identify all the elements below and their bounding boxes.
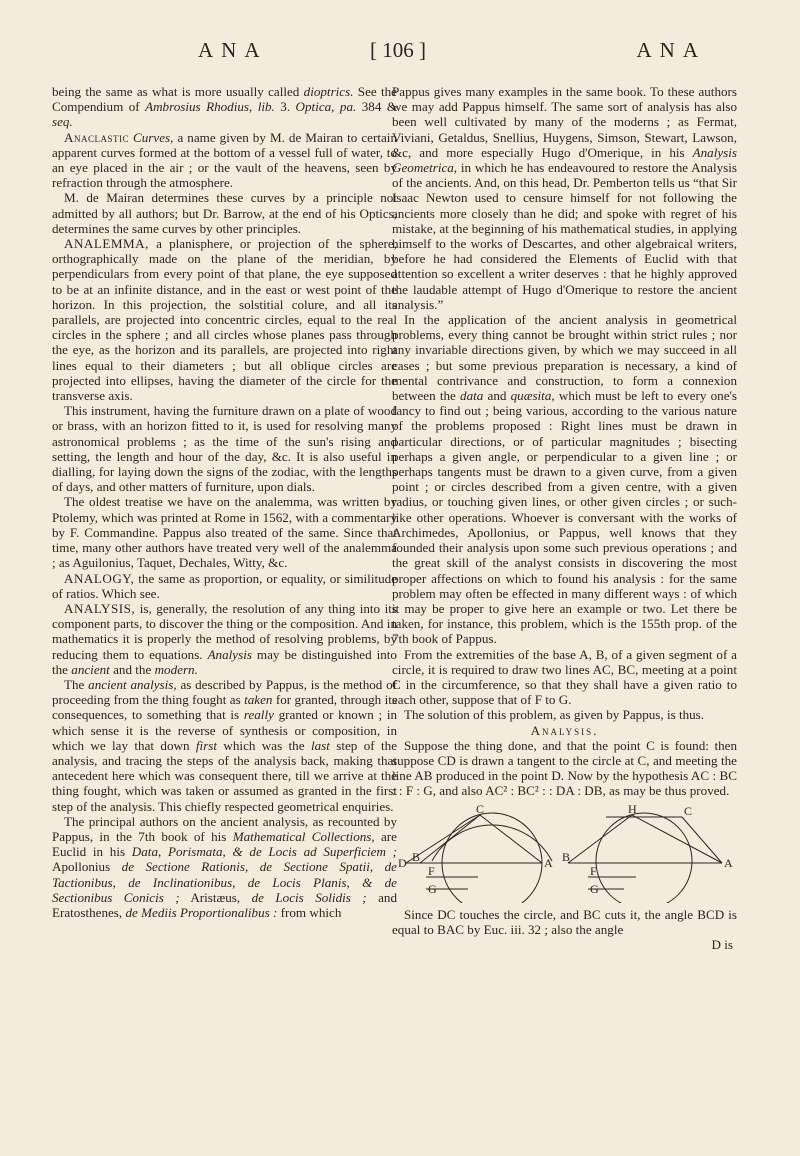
label-c-right: C — [684, 803, 693, 818]
label-g: G — [428, 881, 437, 896]
paragraph-oldest: The oldest treatise we have on the analemma, was written by Ptolemy, which was printed at Rome in 1562, with a commentary by F. Commandine. Pappus also treated of the same. Since that time, many other authors have treated very well of the analemma ; as Aguilonius, Taquet, Dechales, Witty, &c. — [52, 494, 397, 571]
line-ca — [682, 817, 722, 863]
line-bc — [420, 815, 480, 863]
page-number: [ 106 ] — [370, 38, 426, 62]
label-a: A — [544, 855, 553, 870]
label-d: D — [398, 855, 407, 870]
arc-left — [432, 825, 552, 861]
figure-right — [562, 803, 733, 903]
geometric-diagram — [392, 803, 737, 903]
entry-heading: ANALOGY, — [64, 570, 135, 586]
label-c: C — [476, 802, 485, 816]
line-ha — [632, 815, 722, 863]
running-head-right: ANA — [636, 38, 706, 62]
paragraph-ancient-analysis: The ancient analysis, as described by Pappus, is the method of proceeding from the thing fought as taken for granted, through its consequences, to something that is really granted or known ; in which sense it is the reverse of synthesis or composition, in which we lay that down first which was the last step of the analysis, and tracing the steps of the analysis back, making that antecedent here which was consequent there, till we arrive at the thing fought, which was taken or assumed as granted in the first step of the analysis. This chiefly respected geometrical enquiries. — [52, 676, 398, 814]
paragraph-solution: The solution of this problem, as given by Pappus, is thus. — [404, 707, 705, 723]
running-head-left: ANA — [198, 38, 268, 62]
paragraph-pappus: Pappus gives many examples in the same book. To these authors we may add Pappus himself. The same sort of analysis has also been well cultivated by many of the moderns ; as Fermat, Viviani, Getaldus, Snellius, Huygens, Simson, Stewart, Lawson, &c, and more especially Hugo d'Omerique, in his Analysis Geometrica, in which he has endeavoured to restore the Analysis of the ancients. And, on this head, Dr. Pemberton tells us “that Sir Isaac Newton used to censure himself for not following the ancients more closely than he did; and spoke with regret of his mistake, at the beginning of his mathematical studies, in applying himself to the works of Descartes, and other algebraical writers, before he had considered the Elements of Euclid with that attention so excellent a writer deserves : that he highly approved the laudable attempt of Hugo d'Omerique to restore the ancient analysis.” — [392, 84, 737, 312]
paragraph-since: Since DC touches the circle, and BC cuts it, the angle BCD is equal to BAC by Euc. iii. 32 ; also the angle — [392, 906, 737, 937]
label-f-right: F — [590, 863, 597, 878]
figure-left — [398, 803, 553, 903]
running-head — [60, 38, 740, 68]
catchword: D is — [711, 936, 733, 952]
entry-heading: ANALYSIS, — [64, 600, 136, 616]
label-b-right: B — [562, 849, 571, 864]
entry-heading: Anaclastic — [64, 129, 129, 145]
label-a-right: A — [724, 855, 733, 870]
paragraph-problem: From the extremities of the base A, B, of a given segment of a circle, it is required to draw two lines AC, BC, meeting at a point C in the circumference, so that they shall have a given ratio to each other, suppose that of F to G. — [392, 646, 737, 708]
entry-heading: ANALEMMA, — [64, 236, 149, 252]
paragraph-application: In the application of the ancient analysis in geometrical problems, every thing cannot be brought within strict rules ; nor any invariable directions given, by which we may succeed in all cases ; but some previous preparation is necessary, a kind of mental contrivance and construction, to form a connexion between the data and quæsita, which must be left to every one's fancy to find out ; being various, according to the various nature of the problems proposed : Right lines must be drawn in particular directions, or of particular magnitudes ; bisecting perhaps a given angle, or perpendicular to a given line ; or perhaps tangents must be drawn to a given curve, from a given point ; or circles described from a given centre, with a given radius, or touching given lines, or other given circles ; or such-like other operations. Whoever is conversant with the works of Archimedes, Apollonius, or Pappus, well knows that they founded their analysis upon some such previous operations ; and the great skill of the analyst consists in discovering the most proper affections on which to found his analysis : for the same problem may often be effected in many different ways : of which it may be proper to give here an example or two. Let there be taken, for instance, this problem, which is the 155th prop. of the 7th book of Pappus. — [392, 312, 737, 647]
right-column — [392, 84, 737, 952]
entry-analogy: ANALOGY, the same as proportion, or equality, or similitude of ratios. Which see. — [52, 570, 398, 601]
paragraph-suppose: Suppose the thing done, and that the point C is found: then suppose CD is drawn a tangent to the circle at C, and meeting the line AB produced in the point D. Now by the hypothesis AC : BC : : F : G, and also AC² : BC² : : DA : DB, as may be thus proved. — [392, 737, 737, 799]
paragraph-dioptrics: being the same as what is more usually called dioptrics. See the Compendium of Ambrosius Rhodius, lib. 3. Optica, pa. 384 & seq. — [52, 84, 398, 130]
paragraph-instrument: This instrument, having the furniture drawn on a plate of wood or brass, with an horizon fitted to it, is used for resolving many astronomical problems ; as the time of the sun's rising and setting, the length and hour of the day, &c. It is also useful in dialling, for laying down the signs of the zodiac, with the lengths of days, and other matters of furniture, upon dials. — [52, 403, 397, 495]
label-g-right: G — [590, 881, 599, 896]
entry-analysis: ANALYSIS, is, generally, the resolution of any thing into its component parts, to discover the thing or the composition. And in mathematics it is properly the method of resolving problems, by reducing them to equations. Analysis may be distinguished into the ancient and the modern. — [52, 600, 397, 677]
entry-anaclastic: Anaclastic Curves, a name given by M. de Mairan to certain apparent curves formed at the bottom of a vessel full of water, to an eye placed in the air ; or the vault of the heavens, seen by refraction through the atmosphere. — [52, 129, 397, 191]
section-heading-analysis: Analysis. — [530, 722, 599, 738]
entry-analemma: ANALEMMA, a planisphere, or projection of the sphere, orthographically made on the plane of the meridian, by perpendiculars from every point of that plane, the eye supposed to be at an infinite distance, and in the east or west point of the horizon. In this projection, the solstitial colure, and all its parallels, are projected into concentric circles, equal to the real circles in the sphere ; and all circles whose planes pass through the eye, as the horizon and its parallels, are projected into right lines equal to their diameters ; but all oblique circles are projected into ellipses, having the diameter of the circle for the transverse axis. — [52, 236, 398, 404]
label-b: B — [412, 849, 421, 864]
label-f: F — [428, 863, 435, 878]
paragraph-principal-authors: The principal authors on the ancient analysis, as recounted by Pappus, in the 7th book of his Mathematical Collections, are Euclid in his Data, Porismata, & de Locis ad Superficiem ; Apollonius de Sectione Rationis, de Sectione Spatii, de Tactionibus, de Inclinationibus, de Locis Planis, & de Sectionibus Conicis ; Aristæus, de Locis Solidis ; and Eratosthenes, de Mediis Proportionalibus : from which — [52, 813, 397, 920]
left-column — [52, 84, 397, 920]
label-h: H — [628, 802, 637, 816]
paragraph-mairan: M. de Mairan determines these curves by a principle not admitted by all authors; but Dr. Barrow, at the end of his Optics, determines the same curves by other principles. — [52, 190, 397, 236]
line-bh — [568, 815, 632, 863]
